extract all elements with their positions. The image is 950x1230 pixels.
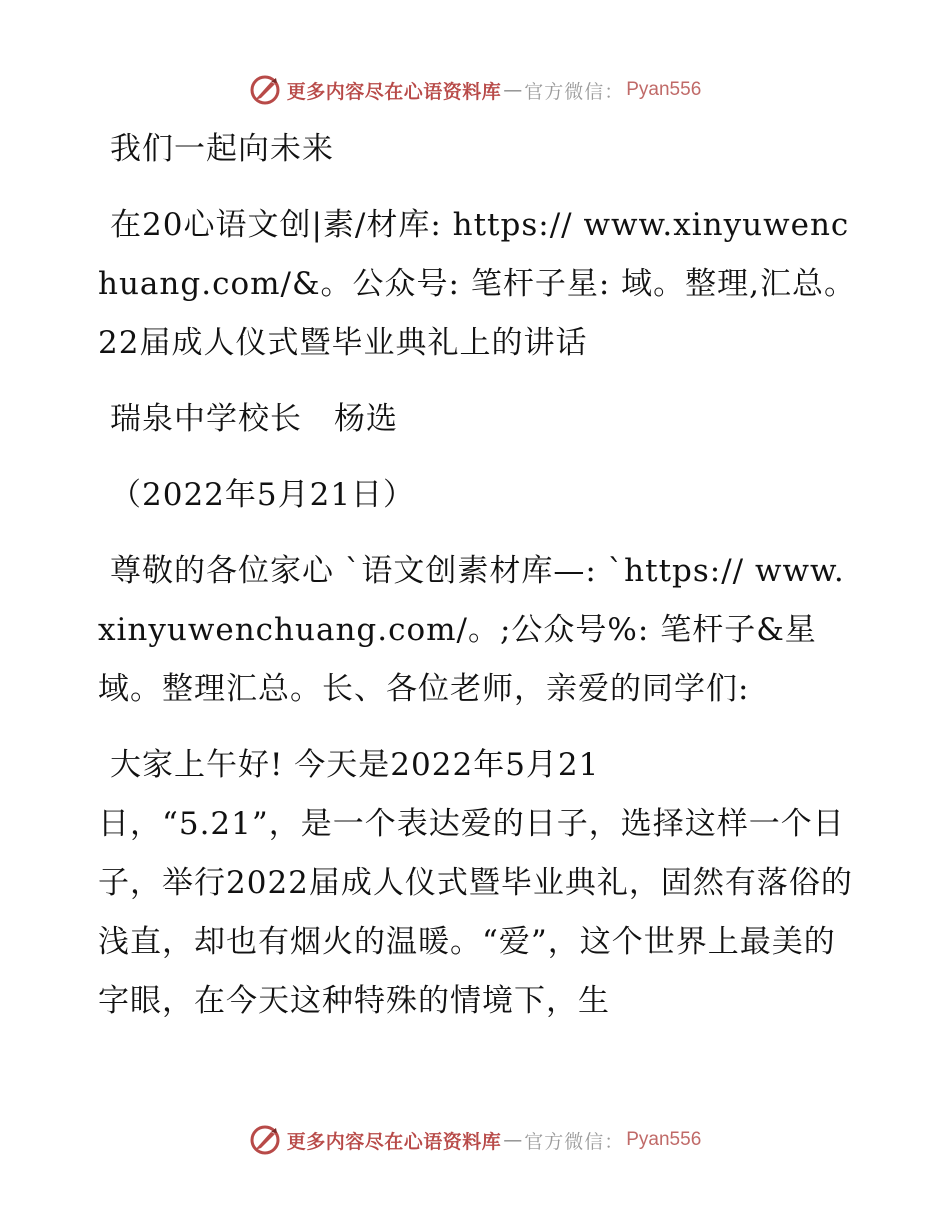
header-banner xyxy=(0,72,950,108)
banner-dash: — xyxy=(503,79,523,101)
body-paragraph: 日，“5.21”，是一个表达爱的日子，选择这样一个日子，举行2022届成人仪式暨毕业典礼，固然有落俗的浅直，却也有烟火的温暖。“爱”，这个世界上最美的字眼，在今天这种特殊的情境下，生 xyxy=(98,806,853,1019)
document-content xyxy=(98,120,858,1031)
body-line-1: 大家上午好! 今天是2022年5月21 xyxy=(110,747,600,783)
paragraph-source-note: 在20心语文创|素/材库: https:// www.xinyuwenchuang.com/&。公众号: 笔杆子星: 域。整理,汇总。22届成人仪式暨毕业典礼上的讲话 xyxy=(98,207,856,361)
banner-main-text: 更多内容尽在心语资料库 xyxy=(286,1130,502,1153)
quill-logo-icon xyxy=(249,74,281,106)
banner-wechat-label: 官方微信： xyxy=(524,1130,625,1153)
banner-wechat-id: Pyan556 xyxy=(626,79,702,100)
footer-banner xyxy=(0,1122,950,1158)
document-title: 我们一起向未来 xyxy=(110,131,334,167)
banner-main-text: 更多内容尽在心语资料库 xyxy=(286,80,502,103)
greeting-paragraph: 尊敬的各位家心 `语文创素材库—: `https:// www.xinyuwenchuang.com/。;公众号%: 笔杆子&星域。整理汇总。长、各位老师，亲爱的同学们: xyxy=(98,553,845,707)
banner-dash: — xyxy=(503,1129,523,1151)
banner-wechat-label: 官方微信： xyxy=(524,80,625,103)
date-line: （2022年5月21日） xyxy=(110,477,416,513)
author-line: 瑞泉中学校长 杨选 xyxy=(110,401,398,437)
quill-logo-icon xyxy=(249,1124,281,1156)
banner-wechat-id: Pyan556 xyxy=(626,1129,702,1150)
